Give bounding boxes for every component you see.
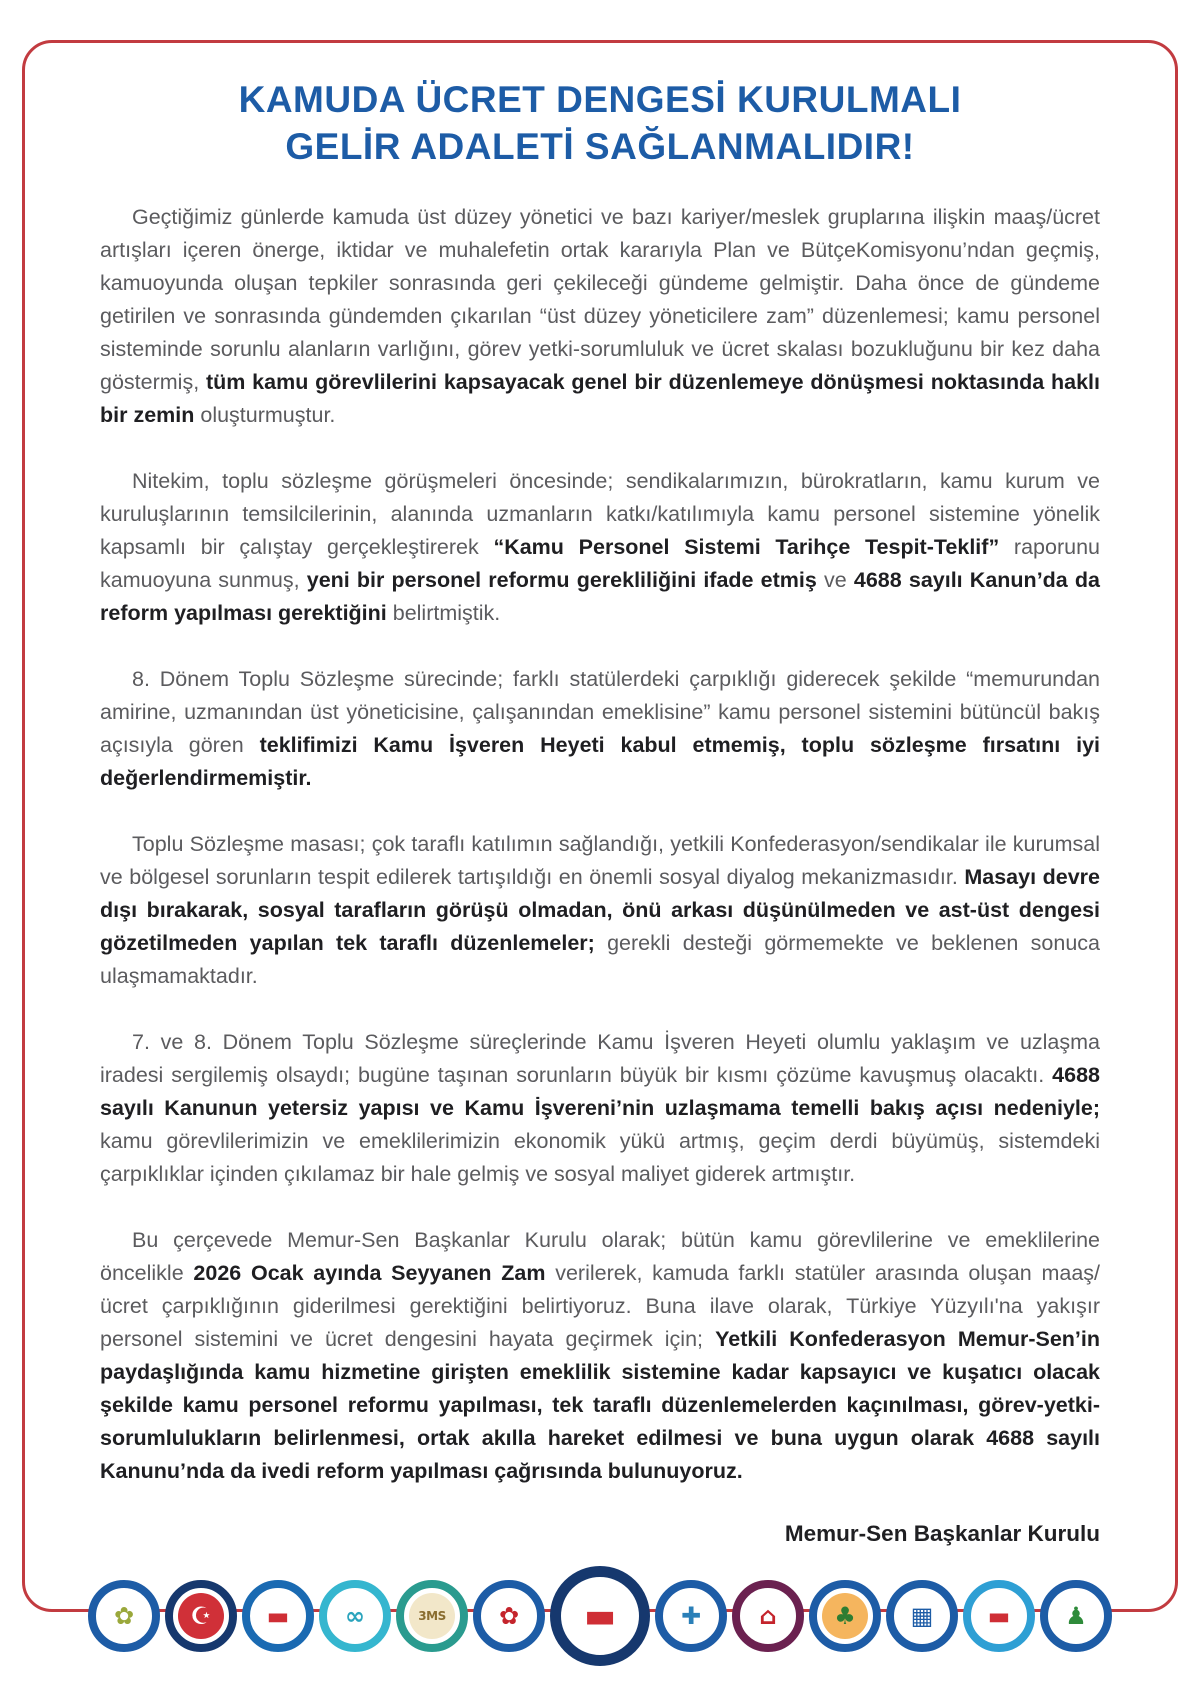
text-segment: gerekli desteği görmemekte ve beklenen sonuca ulaşmamaktadır. xyxy=(100,930,1100,988)
paragraph-1 xyxy=(100,201,1100,432)
document-content xyxy=(100,76,1100,1547)
kultur-memur-sen-emblem-icon xyxy=(101,1593,147,1639)
logo-ulastirma-memur-sen xyxy=(963,1580,1035,1652)
logo-enerji-bir-sen xyxy=(242,1580,314,1652)
buro-memur-sen-emblem-icon xyxy=(409,1593,455,1639)
logo-bayindir-memur-sen xyxy=(886,1580,958,1652)
logo-diyanet-sen xyxy=(732,1580,804,1652)
egitim-bir-sen-emblem-icon xyxy=(486,1593,532,1639)
text-segment: Nitekim, toplu sözleşme görüşmeleri öncesinde; sendikalarımızın, bürokratların, kamu kurum ve kuruluşlarının temsilcilerinin, alanında uzmanların katkı/katılımıyla kamu personel sistemine yönelik kapsamlı bir çalıştay gerçekleştirerek xyxy=(100,468,1100,559)
bold-text-segment: tüm kamu görevlilerini kapsayacak genel bir düzenlemeye dönüşmesi noktasında haklı bir zemin xyxy=(100,369,1100,427)
bold-text-segment: yeni bir personel reformu gerekliliğini ifade etmiş xyxy=(306,567,817,592)
paragraph-4 xyxy=(100,828,1100,993)
bold-text-segment: Masayı devre dışı bırakarak, sosyal tarafların görüşü olmadan, önü arkası düşünülmeden ve ast-üst dengesi gözetilmeden yapılan tek taraflı düzenlemeler; xyxy=(100,864,1100,955)
saglik-sen-glyph: ✚ xyxy=(680,1602,702,1630)
logo-egitim-bir-sen xyxy=(473,1580,545,1652)
ulastirma-memur-sen-emblem-icon xyxy=(976,1593,1022,1639)
birlik-haber-sen-glyph: ☪ xyxy=(190,1602,212,1630)
diyanet-sen-emblem-icon xyxy=(745,1593,791,1639)
text-segment: raporunu kamuoyuna sunmuş, xyxy=(100,534,1100,592)
buro-memur-sen-glyph: 3MS xyxy=(418,1609,446,1623)
logo-kultur-memur-sen xyxy=(88,1580,160,1652)
title-line-2: GELİR ADALETİ SAĞLANMALIDIR! xyxy=(285,126,915,168)
text-segment: belirtmiştik. xyxy=(386,600,501,625)
bem-bir-sen-glyph: ∞ xyxy=(345,1602,365,1630)
text-segment: Geçtiğimiz günlerde kamuda üst düzey yönetici ve bazı kariyer/meslek gruplarına ilişkin maaş/ücret artışları içeren önerge, iktidar ve muhalefetin ortak kararıyla Plan ve BütçeKomisyonu’ndan geçmiş, kamuoyunda oluşan tepkiler sonrasında geri çekileceği gündeme gelmiştir. Daha önce de gündeme getirilen ve sonrasında gündemden çıkarılan “üst düzey yöneticilere zam” düzenlemesi; kamu personel sisteminde sorunlu alanların varlığını, görev yetki-sorumluluk ve ücret skalası bozukluğunu bir kez daha göstermiş, xyxy=(100,204,1100,394)
logo-emekli-memur-sen xyxy=(1040,1580,1112,1652)
birlik-haber-sen-emblem-icon xyxy=(178,1593,224,1639)
signature: Memur-Sen Başkanlar Kurulu xyxy=(784,1520,1100,1546)
text-segment: Toplu Sözleşme masası; çok taraflı katılımın sağlandığı, yetkili Konfederasyon/sendikalar ile kurumsal ve bölgesel sorunların tespit edilerek tartışıldığı en önemli sosyal diyalog mekanizmasıdır. xyxy=(100,831,1100,889)
logo-birlik-haber-sen xyxy=(165,1580,237,1652)
bayindir-memur-sen-glyph: ▦ xyxy=(910,1602,934,1630)
emekli-memur-sen-emblem-icon xyxy=(1053,1593,1099,1639)
memur-sen-emblem-icon xyxy=(566,1582,634,1650)
title-line-1: KAMUDA ÜCRET DENGESİ KURULMALI xyxy=(238,79,962,120)
bold-text-segment: 4688 sayılı Kanunun yetersiz yapısı ve Kamu İşvereni’nin uzlaşmama temelli bakış açısı nedeniyle; xyxy=(100,1062,1100,1120)
emekli-memur-sen-glyph: ♟ xyxy=(1065,1602,1087,1630)
paragraph-3 xyxy=(100,663,1100,795)
text-segment: Bu çerçevede Memur-Sen Başkanlar Kurulu olarak; bütün kamu görevlilerine ve emeklilerine öncelikle xyxy=(100,1227,1100,1285)
toc-bir-sen-glyph: ♣ xyxy=(834,1602,856,1630)
toc-bir-sen-emblem-icon xyxy=(822,1593,868,1639)
paragraph-2 xyxy=(100,465,1100,630)
body-paragraphs xyxy=(100,201,1100,1488)
union-logos-row xyxy=(0,1564,1200,1668)
egitim-bir-sen-glyph: ✿ xyxy=(498,1602,520,1630)
enerji-bir-sen-glyph: ▬ xyxy=(266,1602,290,1630)
bold-text-segment: 4688 sayılı Kanun’da da reform yapılması gerektiğini xyxy=(100,567,1101,625)
saglik-sen-emblem-icon xyxy=(668,1593,714,1639)
text-segment: kamu görevlilerimizin ve emeklilerimizin ekonomik yükü artmış, geçim derdi büyümüş, sistemdeki çarpıklıklar içinden çıkılamaz bir hale gelmiş ve sosyal maliyet giderek artmıştır. xyxy=(100,1128,1100,1186)
bold-text-segment: teklifimizi Kamu İşveren Heyeti kabul etmemiş, toplu sözleşme fırsatını iyi değerlendirmemiştir. xyxy=(100,732,1100,790)
paragraph-6 xyxy=(100,1224,1100,1488)
logo-buro-memur-sen xyxy=(396,1580,468,1652)
bem-bir-sen-emblem-icon xyxy=(332,1593,378,1639)
bold-text-segment: 2026 Ocak ayında Seyyanen Zam xyxy=(193,1260,546,1285)
enerji-bir-sen-emblem-icon xyxy=(255,1593,301,1639)
text-segment: verilerek, kamuda farklı statüler arasında oluşan maaş/ücret çarpıklığının giderilmesi gerektiğini belirtiyoruz. Buna ilave olarak, Türkiye Yüzyılı'na yakışır personel sistemini ve ücret dengesini hayata geçirmek için; xyxy=(100,1260,1100,1351)
text-segment: 7. ve 8. Dönem Toplu Sözleşme süreçlerinde Kamu İşveren Heyeti olumlu yaklaşım ve uzlaşma iradesi sergilemiş olsaydı; bugüne taşınan sorunların büyük bir kısmı çözüme kavuşmuş olacaktı. xyxy=(100,1029,1100,1087)
bold-text-segment: Yetkili Konfederasyon Memur-Sen’in paydaşlığında kamu hizmetine girişten emeklilik sistemine kadar kapsayıcı ve kuşatıcı olacak şekilde kamu personel reformu yapılması, tek taraflı düzenlemelerden kaçınılması, görev-yetki-sorumlulukların belirlenmesi, ortak akılla hareket edilmesi ve buna uygun olarak 4688 sayılı Kanunu’nda da ivedi reform yapılması çağrısında bulunuyoruz. xyxy=(100,1326,1100,1483)
logo-saglik-sen xyxy=(655,1580,727,1652)
text-segment: ve xyxy=(816,567,854,592)
logo-toc-bir-sen xyxy=(809,1580,881,1652)
kultur-memur-sen-glyph: ✿ xyxy=(113,1602,135,1630)
document-title xyxy=(100,76,1100,171)
diyanet-sen-glyph: ⌂ xyxy=(759,1602,777,1630)
logo-bem-bir-sen xyxy=(319,1580,391,1652)
bold-text-segment: “Kamu Personel Sistemi Tarihçe Tespit-Teklif” xyxy=(493,534,1000,559)
logo-memur-sen xyxy=(550,1566,650,1666)
memur-sen-glyph: ▬ xyxy=(583,1596,617,1636)
paragraph-5 xyxy=(100,1026,1100,1191)
text-segment: oluşturmuştur. xyxy=(194,402,336,427)
text-segment: 8. Dönem Toplu Sözleşme sürecinde; farklı statülerdeki çarpıklığı giderecek şekilde “memurundan amirine, uzmanından üst yöneticisine, çalışanından emeklisine” kamu personel sistemini bütüncül bakış açısıyla gören xyxy=(100,666,1100,757)
ulastirma-memur-sen-glyph: ▬ xyxy=(987,1602,1011,1630)
bayindir-memur-sen-emblem-icon xyxy=(899,1593,945,1639)
